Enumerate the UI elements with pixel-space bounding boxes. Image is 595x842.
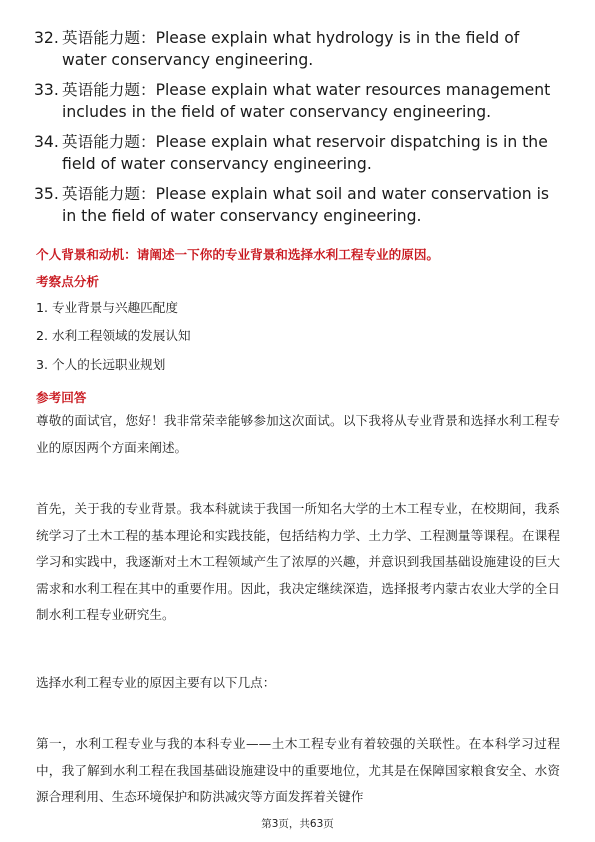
answer-paragraph: 首先，关于我的专业背景。我本科就读于我国一所知名大学的土木工程专业，在校期间，我系统学习了土木工程的基本理论和实践技能，包括结构力学、土力学、工程测量等课程。在课程学习和实践中，我逐渐对土木工程领域产生了浓厚的兴趣，并意识到我国基础设施建设的巨大需求和水利工程在其中的重要作用。因此，我决定继续深造，选择报考内蒙古农业大学的全日制水利工程专业研究生。 (36, 501, 560, 622)
analysis-heading: 考察点分析 (36, 274, 99, 289)
question-text: 英语能力题：Please explain what reservoir dispatching is in the field of water conservancy engineering. (62, 133, 548, 173)
question-text: 英语能力题：Please explain what water resources management includes in the field of water conservancy engineering. (62, 81, 551, 121)
answer-heading: 参考回答 (36, 390, 87, 405)
section-heading: 个人背景和动机：请阐述一下你的专业背景和选择水利工程专业的原因。 (36, 247, 439, 262)
question-list (34, 27, 564, 235)
question-number: 35. (34, 185, 59, 203)
question-item (34, 79, 564, 123)
answer-paragraph: 尊敬的面试官，您好！我非常荣幸能够参加这次面试。以下我将从专业背景和选择水利工程专业的原因两个方面来阐述。 (36, 413, 560, 455)
answer-paragraph: 选择水利工程专业的原因主要有以下几点： (36, 675, 276, 690)
question-number: 32. (34, 29, 59, 47)
analysis-point: 1. 专业背景与兴趣匹配度 (36, 300, 178, 315)
answer-paragraph: 第一，水利工程专业与我的本科专业——土木工程专业有着较强的关联性。在本科学习过程中，我了解到水利工程在我国基础设施建设中的重要地位，尤其是在保障国家粮食安全、水资源合理利用、生态环境保护和防洪减灾等方面发挥着关键作 (36, 736, 560, 804)
question-item (34, 27, 564, 71)
analysis-point: 3. 个人的长远职业规划 (36, 357, 166, 372)
question-text: 英语能力题：Please explain what hydrology is in the field of water conservancy engineering. (62, 29, 520, 69)
question-number: 34. (34, 133, 59, 151)
analysis-point: 2. 水利工程领域的发展认知 (36, 328, 191, 343)
page-footer: 第3页，共63页 (261, 818, 334, 830)
question-item (34, 183, 564, 227)
question-text: 英语能力题：Please explain what soil and water conservation is in the field of water conservancy engineering. (62, 185, 550, 225)
question-item (34, 131, 564, 175)
question-number: 33. (34, 81, 59, 99)
